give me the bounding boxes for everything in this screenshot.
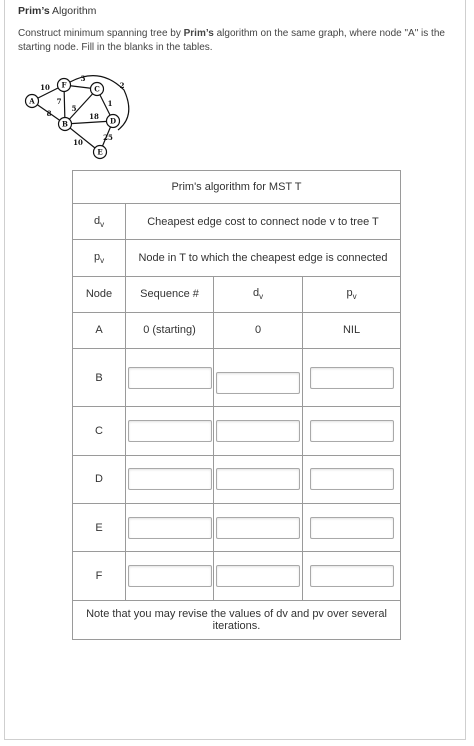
pv-cell xyxy=(303,504,401,552)
sequence-input-b[interactable] xyxy=(128,367,212,389)
sequence-cell xyxy=(126,552,214,600)
dv-cell xyxy=(214,349,303,407)
edge-weight: 1 xyxy=(107,99,113,108)
edge-weight: 8 xyxy=(46,109,52,118)
pv-cell xyxy=(303,349,401,407)
dv-input-d[interactable] xyxy=(216,468,300,490)
dv-cell xyxy=(214,504,303,552)
node-cell: A xyxy=(73,312,126,348)
header-dv: $d_v$ xyxy=(214,276,303,312)
pv-symbol: $p_v$ xyxy=(73,240,126,276)
edge-weight: 25 xyxy=(103,133,113,142)
pv-cell xyxy=(303,455,401,503)
header-pv: $p_v$ xyxy=(303,276,401,312)
edge-weight: 7 xyxy=(56,97,62,106)
dv-input-f[interactable] xyxy=(216,565,300,587)
node-cell: F xyxy=(73,552,126,600)
sequence-cell xyxy=(126,349,214,407)
node-label: D xyxy=(109,116,117,126)
pv-cell xyxy=(303,407,401,455)
table-caption: Prim's algorithm for MST T xyxy=(73,171,401,204)
sequence-input-e[interactable] xyxy=(128,517,212,539)
pv-description: Node in T to which the cheapest edge is connected xyxy=(126,240,401,276)
dv-cell xyxy=(214,407,303,455)
table-row xyxy=(73,504,401,552)
dv-cell: 0 xyxy=(214,312,303,348)
dv-description: Cheapest edge cost to connect node v to tree T xyxy=(126,204,401,240)
edge-weight: 3 xyxy=(80,74,86,83)
dv-cell xyxy=(214,552,303,600)
node-label: A xyxy=(29,96,35,106)
edge-weight: 10 xyxy=(73,138,83,147)
node-cell: D xyxy=(73,455,126,503)
node-label: C xyxy=(94,84,100,94)
table-row xyxy=(73,455,401,503)
pv-input-f[interactable] xyxy=(310,565,394,587)
sequence-input-f[interactable] xyxy=(128,565,212,587)
pv-input-d[interactable] xyxy=(310,468,394,490)
dv-input-b[interactable] xyxy=(216,372,300,394)
node-cell: B xyxy=(73,349,126,407)
pv-cell: NIL xyxy=(303,312,401,348)
dv-cell xyxy=(214,455,303,503)
pv-input-b[interactable] xyxy=(310,367,394,389)
dv-symbol: $d_v$ xyxy=(73,204,126,240)
header-node: Node xyxy=(73,276,126,312)
edge-b-d xyxy=(65,121,113,124)
pv-cell xyxy=(303,552,401,600)
edge-weight: 5 xyxy=(71,104,77,113)
edge-weight: 10 xyxy=(40,83,50,92)
edge-weight: 2 xyxy=(119,81,125,90)
sequence-cell xyxy=(126,407,214,455)
dv-input-c[interactable] xyxy=(216,420,300,442)
question-instructions: Construct minimum spanning tree by Prim’s algorithm on the same graph, where node "A" is the starting node. Fill in the blanks in the tables. xyxy=(18,28,445,53)
node-cell: E xyxy=(73,504,126,552)
pv-input-e[interactable] xyxy=(310,517,394,539)
table-note: Note that you may revise the values of dv and pv over several iterations. xyxy=(73,600,401,639)
header-sequence: Sequence # xyxy=(126,276,214,312)
sequence-input-d[interactable] xyxy=(128,468,212,490)
dv-input-e[interactable] xyxy=(216,517,300,539)
sequence-cell: 0 (starting) xyxy=(126,312,214,348)
pv-input-c[interactable] xyxy=(310,420,394,442)
table-row xyxy=(73,312,401,348)
sequence-cell xyxy=(126,504,214,552)
sequence-input-c[interactable] xyxy=(128,420,212,442)
question-title: Prim’s Algorithm xyxy=(18,5,97,17)
table-row xyxy=(73,552,401,600)
graph-diagram xyxy=(20,72,140,164)
prim-table xyxy=(72,170,401,640)
node-label: B xyxy=(62,119,68,129)
table-row xyxy=(73,349,401,407)
sequence-cell xyxy=(126,455,214,503)
edge-weight: 18 xyxy=(89,112,99,121)
node-cell: C xyxy=(73,407,126,455)
node-label: F xyxy=(61,80,67,90)
node-label: E xyxy=(97,147,103,157)
table-row xyxy=(73,407,401,455)
